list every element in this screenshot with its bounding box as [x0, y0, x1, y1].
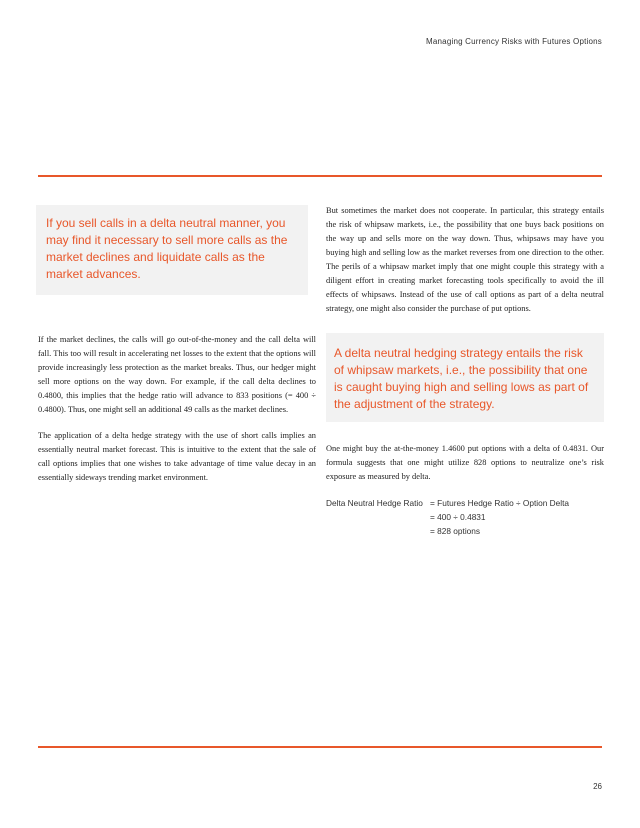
bottom-divider	[38, 746, 602, 748]
hedge-ratio-formula	[326, 496, 604, 538]
right-column	[326, 204, 604, 538]
left-column	[38, 205, 316, 485]
running-header: Managing Currency Risks with Futures Options	[426, 37, 602, 46]
formula-line-1: = Futures Hedge Ratio ÷ Option Delta	[430, 498, 569, 508]
right-paragraph-2: One might buy the at-the-money 1.4600 put options with a delta of 0.4831. Our formula suggests that one might utilize 828 options to neutralize one’s risk exposure as measured by delta.	[326, 444, 604, 481]
right-pull-quote: A delta neutral hedging strategy entails the risk of whipsaw markets, i.e., the possibility that one is caught buying high and selling lows as part of the adjustment of the strategy.	[326, 333, 604, 422]
formula-label: Delta Neutral Hedge Ratio	[326, 498, 423, 508]
top-divider	[38, 175, 602, 177]
formula-line-2: = 400 ÷ 0.4831	[430, 512, 486, 522]
page-number: 26	[593, 782, 602, 791]
formula-line-3: = 828 options	[430, 526, 481, 536]
left-paragraph-2: The application of a delta hedge strategy with the use of short calls implies an essentially neutral market forecast. This is intuitive to the extent that the sale of call options implies that one wishes to take advantage of time value decay in an essentially sideways trending market environment.	[38, 431, 316, 482]
left-paragraph-1: If the market declines, the calls will go out-of-the-money and the call delta will fall. This too will result in accelerating net losses to the extent that the options will provide increasingly less protection as the market breaks. Thus, our hedger might sell more options on the way down. For example, if the call delta declines to 0.4800, this implies that the hedge ratio will advance to 833 positions (= 400 ÷ 0.4800). Thus, one might sell an additional 49 calls as the market declines.	[38, 335, 316, 414]
right-paragraph-1: But sometimes the market does not cooperate. In particular, this strategy entails the risk of whipsaw markets, i.e., the possibility that one buys back positions on the way up and sells more on the way down. Thus, whipsaws may have you buying high and selling low as the market reverses from one direction to the other. The perils of a whipsaw market imply that one might couple this strategy with a diligent effort in creating market forecasting tools specifically to avoid the ill effects of whipsaws. Instead of the use of call options as part of a delta neutral strategy, one might also consider the purchase of put options.	[326, 206, 604, 313]
left-pull-quote: If you sell calls in a delta neutral manner, you may find it necessary to sell more calls as the market declines and liquidate calls as the market advances.	[36, 205, 308, 295]
